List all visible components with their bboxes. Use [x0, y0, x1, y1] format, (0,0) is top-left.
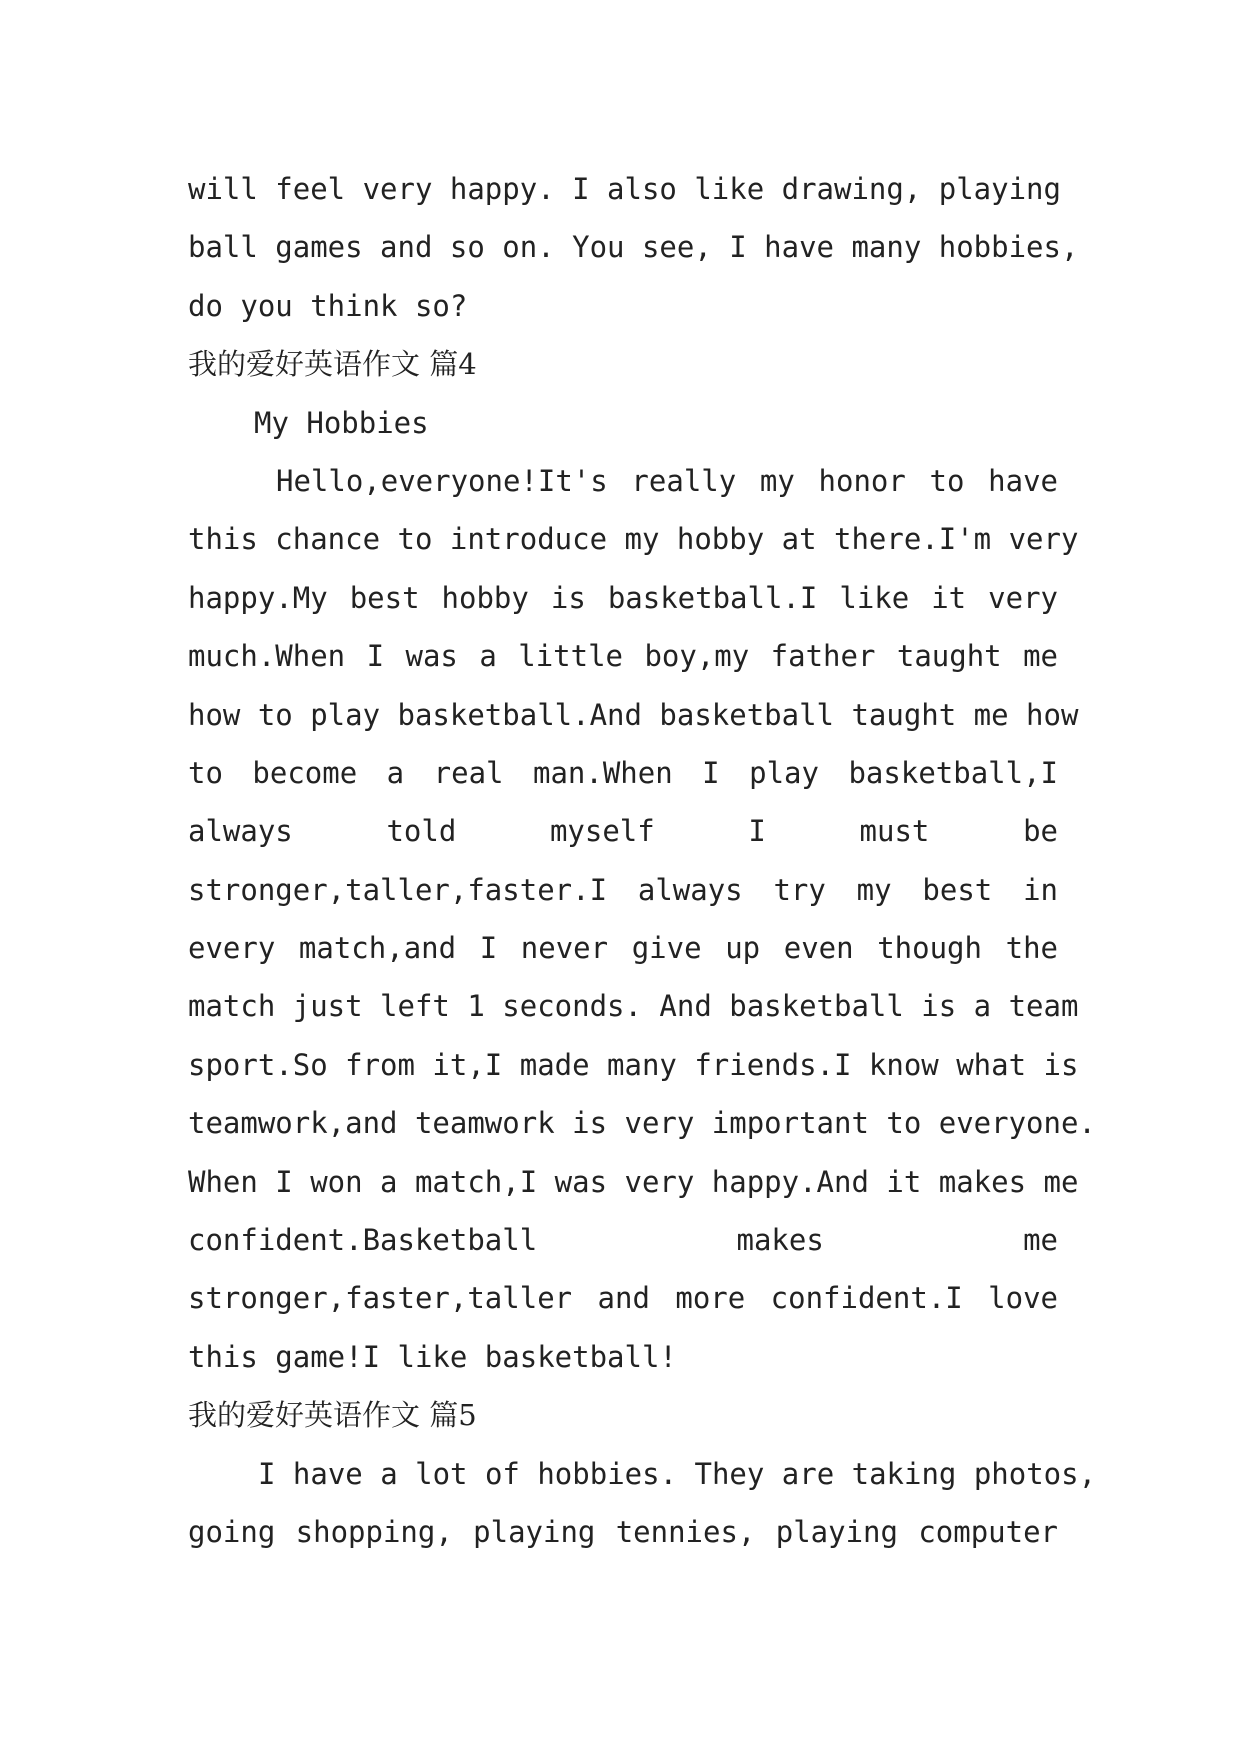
paragraph-line: will feel very happy. I also like drawing, playing	[188, 172, 1061, 206]
paragraph-line: this chance to introduce my hobby at there.I'm very	[188, 522, 1079, 557]
paragraph-line: do you think so?	[188, 288, 468, 323]
paragraph-line: happy.My best hobby is basketball.I like it very	[188, 580, 1058, 615]
section-heading: 我的爱好英语作文 篇5	[188, 1398, 477, 1433]
paragraph-line: much.When I was a little boy,my father taught me	[188, 639, 1058, 674]
paragraph-line: this game!I like basketball!	[188, 1339, 677, 1374]
paragraph-line: ball games and so on. You see, I have many hobbies,	[188, 230, 1079, 265]
paragraph-line: match just left 1 seconds. And basketball is a team	[188, 989, 1079, 1024]
paragraph-line: always told myself I must be	[188, 814, 1058, 849]
paragraph-line: When I won a match,I was very happy.And it makes me	[188, 1164, 1079, 1199]
essay-title: My Hobbies	[254, 405, 429, 440]
paragraph-line: confident.Basketball makes me	[188, 1223, 1058, 1258]
paragraph-line: I have a lot of hobbies. They are taking photos,	[258, 1456, 1097, 1491]
paragraph-line: to become a real man.When I play basketball,I	[188, 755, 1058, 790]
paragraph-line: stronger,faster,taller and more confident.I love	[188, 1281, 1058, 1316]
section-heading: 我的爱好英语作文 篇4	[188, 347, 477, 382]
paragraph-line: Hello,everyone!It's really my honor to have	[276, 463, 1058, 498]
paragraph-line: sport.So from it,I made many friends.I know what is	[188, 1047, 1079, 1082]
paragraph-line: stronger,taller,faster.I always try my best in	[188, 872, 1058, 907]
paragraph-line: teamwork,and teamwork is very important to everyone.	[188, 1106, 1096, 1141]
paragraph-line: every match,and I never give up even though the	[188, 931, 1058, 966]
document-body	[188, 160, 1097, 1561]
paragraph-line: going shopping, playing tennies, playing computer	[188, 1514, 1058, 1549]
paragraph-line: how to play basketball.And basketball taught me how	[188, 697, 1079, 732]
